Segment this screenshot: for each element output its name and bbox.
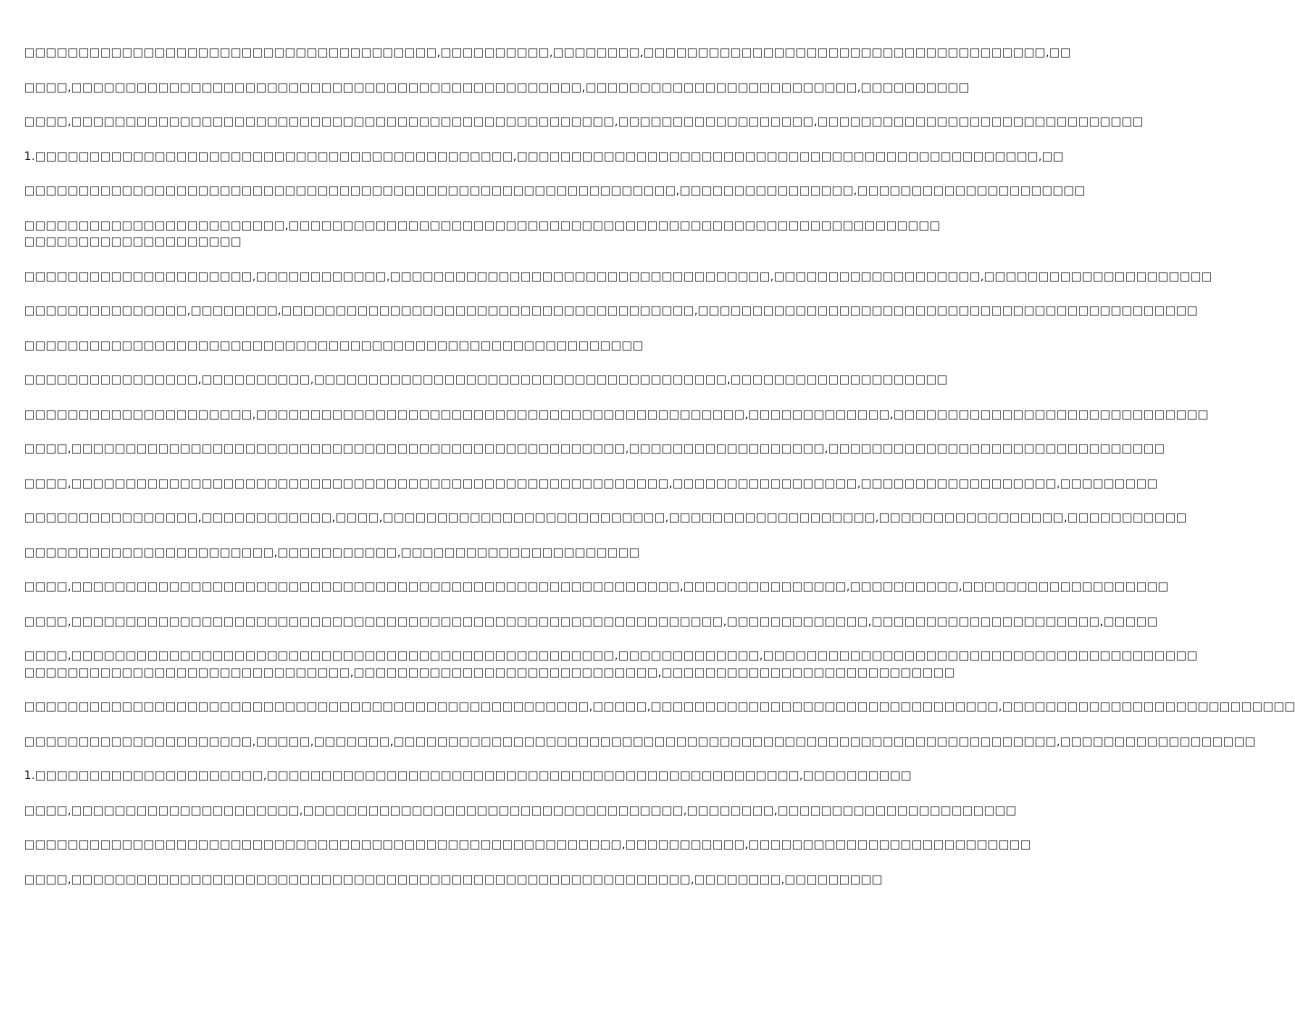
paragraph-17: □□□□,□□□□□□□□□□□□□□□□□□□□□□□□□□□□□□□□□□□□□□□□□□□□□□□□□□□□□□□□□□□□,□□□□□□□□□□□□□,□□□□□□□□□□□□□□□□□□□□□,□□□□□ <box>24 613 1158 628</box>
paragraph-8: □□□□□□□□□□□□□□□,□□□□□□□□,□□□□□□□□□□□□□□□□□□□□□□□□□□□□□□□□□□□□□□,□□□□□□□□□□□□□□□□□□□□□□□□□□□□□□□□□□□□□□□□□□□□□□ <box>24 303 1198 317</box>
paragraph-6: □□□□□□□□□□□□□□□□□□□□□□□□,□□□□□□□□□□□□□□□□□□□□□□□□□□□□□□□□□□□□□□□□□□□□□□□□□□□□□□□□□□□□ □□□□□□□□□□□□□□□□□□□□ <box>24 217 941 248</box>
paragraph-4: 1.□□□□□□□□□□□□□□□□□□□□□□□□□□□□□□□□□□□□□□□□□□□□,□□□□□□□□□□□□□□□□□□□□□□□□□□□□□□□□□□□□□□□□□□□□□□□□,□□ <box>24 148 1064 163</box>
paragraph-23: □□□□□□□□□□□□□□□□□□□□□□□□□□□□□□□□□□□□□□□□□□□□□□□□□□□□□□□,□□□□□□□□□□□,□□□□□□□□□□□□□□□□□□□□□□□□□□ <box>24 837 1031 851</box>
paragraph-11: □□□□□□□□□□□□□□□□□□□□□,□□□□□□□□□□□□□□□□□□□□□□□□□□□□□□□□□□□□□□□□□□□□□,□□□□□□□□□□□□□,□□□□□□□□□□□□□□□□□□□□□□□□□□□□□ <box>24 406 1209 421</box>
paragraph-14: □□□□□□□□□□□□□□□□,□□□□□□□□□□□□,□□□□,□□□□□□□□□□□□□□□□□□□□□□□□□□,□□□□□□□□□□□□□□□□□□□,□□□□□□□□□□□□□□□□□,□□□□□□□□□□□ <box>24 510 1187 524</box>
paragraph-15: □□□□□□□□□□□□□□□□□□□□□□□,□□□□□□□□□□□,□□□□□□□□□□□□□□□□□□□□□□ <box>24 544 640 559</box>
paragraph-24: □□□□,□□□□□□□□□□□□□□□□□□□□□□□□□□□□□□□□□□□□□□□□□□□□□□□□□□□□□□□□□,□□□□□□□□,□□□□□□□□□ <box>24 871 883 886</box>
paragraph-13: □□□□,□□□□□□□□□□□□□□□□□□□□□□□□□□□□□□□□□□□□□□□□□□□□□□□□□□□□□□□,□□□□□□□□□□□□□□□□□,□□□□□□□□□□□□□□□□□□,□□□□□□□□□ <box>24 475 1158 490</box>
paragraph-5: □□□□□□□□□□□□□□□□□□□□□□□□□□□□□□□□□□□□□□□□□□□□□□□□□□□□□□□□□□□□,□□□□□□□□□□□□□□□□,□□□□□□□□□□□□□□□□□□□□□ <box>24 183 1086 197</box>
paragraph-2: □□□□,□□□□□□□□□□□□□□□□□□□□□□□□□□□□□□□□□□□□□□□□□□□□□□□,□□□□□□□□□□□□□□□□□□□□□□□□□,□□□□□□□□□□ <box>24 79 970 94</box>
paragraph-16: □□□□,□□□□□□□□□□□□□□□□□□□□□□□□□□□□□□□□□□□□□□□□□□□□□□□□□□□□□□□□,□□□□□□□□□□□□□□□,□□□□□□□□□□,□□□□□□□□□□□□□□□□□□□ <box>24 579 1169 593</box>
paragraph-3: □□□□,□□□□□□□□□□□□□□□□□□□□□□□□□□□□□□□□□□□□□□□□□□□□□□□□□□,□□□□□□□□□□□□□□□□□□,□□□□□□□□□□□□□□□□□□□□□□□□□□□□□□ <box>24 114 1144 128</box>
paragraph-12: □□□□,□□□□□□□□□□□□□□□□□□□□□□□□□□□□□□□□□□□□□□□□□□□□□□□□□□□,□□□□□□□□□□□□□□□□□□,□□□□□□□□□□□□□□□□□□□□□□□□□□□□□□□ <box>24 441 1165 455</box>
document-body <box>24 44 1295 905</box>
paragraph-20: □□□□□□□□□□□□□□□□□□□□□,□□□□□,□□□□□□□,□□□□□□□□□□□□□□□□□□□□□□□□□□□□□□□□□□□□□□□□□□□□□□□□□□□□□□□□□□□□□,□□□□□□□□□□□□□□□□□□ <box>24 733 1256 748</box>
paragraph-1: □□□□□□□□□□□□□□□□□□□□□□□□□□□□□□□□□□□□□□,□□□□□□□□□□,□□□□□□□□,□□□□□□□□□□□□□□□□□□□□□□□□□□□□□□□□□□□□□,□□ <box>24 45 1071 59</box>
paragraph-21: 1.□□□□□□□□□□□□□□□□□□□□□,□□□□□□□□□□□□□□□□□□□□□□□□□□□□□□□□□□□□□□□□□□□□□□□□□,□□□□□□□□□□ <box>24 768 912 782</box>
paragraph-18: □□□□,□□□□□□□□□□□□□□□□□□□□□□□□□□□□□□□□□□□□□□□□□□□□□□□□□□,□□□□□□□□□□□□□,□□□□□□□□□□□□□□□□□□□□□□□□□□□□□□□□□□□□□□□□ □□□□□□□□□□□□□□□□□□□□□□□□□□□□□□,□□□□□□□□□□□□□□□□□□□□□□□□□□□□,□□□□□□□□□□□□□□□□□□□□□□□□□□□ <box>24 648 1198 679</box>
paragraph-10: □□□□□□□□□□□□□□□□,□□□□□□□□□□,□□□□□□□□□□□□□□□□□□□□□□□□□□□□□□□□□□□□□□,□□□□□□□□□□□□□□□□□□□□ <box>24 372 948 386</box>
paragraph-9: □□□□□□□□□□□□□□□□□□□□□□□□□□□□□□□□□□□□□□□□□□□□□□□□□□□□□□□□□ <box>24 337 644 352</box>
paragraph-22: □□□□,□□□□□□□□□□□□□□□□□□□□□,□□□□□□□□□□□□□□□□□□□□□□□□□□□□□□□□□□□,□□□□□□□□,□□□□□□□□□□□□□□□□□□□□□□ <box>24 802 1017 817</box>
paragraph-7: □□□□□□□□□□□□□□□□□□□□□,□□□□□□□□□□□□,□□□□□□□□□□□□□□□□□□□□□□□□□□□□□□□□□□□,□□□□□□□□□□□□□□□□□□□,□□□□□□□□□□□□□□□□□□□□□ <box>24 268 1213 283</box>
paragraph-19: □□□□□□□□□□□□□□□□□□□□□□□□□□□□□□□□□□□□□□□□□□□□□□□□□□□□,□□□□□,□□□□□□□□□□□□□□□□□□□□□□□□□□□□□□□□,□□□□□□□□□□□□□□□□□□□□□□□□□□□ <box>24 699 1295 713</box>
